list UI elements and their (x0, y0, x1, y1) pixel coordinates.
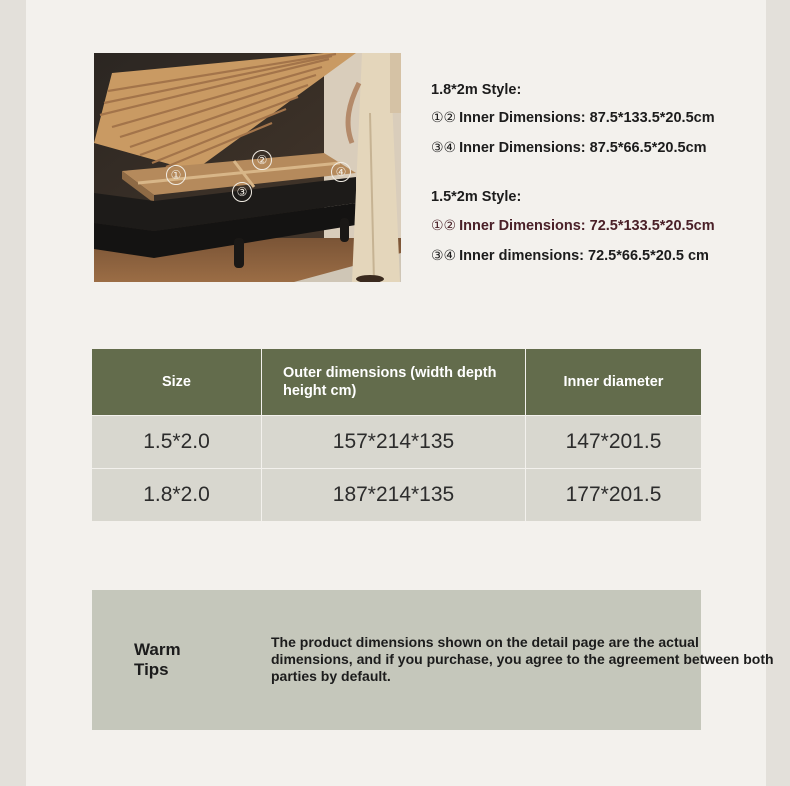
style-18-line-1 (431, 110, 715, 126)
marker-2: ② (252, 150, 272, 170)
marker-4: ④ (331, 162, 351, 182)
spec-text: Inner Dimensions: 87.5*66.5*20.5cm (459, 140, 707, 156)
compartment-markers: ③④ (431, 140, 457, 156)
table-header-row (92, 349, 701, 416)
style-15-line-2 (431, 248, 709, 264)
spec-text: Inner Dimensions: 72.5*133.5*20.5cm (459, 218, 715, 234)
cell-inner: 177*201.5 (526, 469, 702, 522)
bed-illustration (94, 53, 401, 282)
cell-size: 1.5*2.0 (92, 416, 262, 469)
header-inner-diameter: Inner diameter (526, 349, 702, 416)
style-18-heading: 1.8*2m Style: (431, 82, 522, 98)
marker-3: ③ (232, 182, 252, 202)
cell-outer: 187*214*135 (262, 469, 526, 522)
product-photo (94, 53, 401, 282)
cell-size: 1.8*2.0 (92, 469, 262, 522)
dimensions-table (92, 349, 701, 522)
header-outer-dimensions: Outer dimensions (width depth height cm) (262, 349, 526, 416)
left-margin (0, 0, 26, 786)
cell-outer: 157*214*135 (262, 416, 526, 469)
warm-tips-box (92, 590, 774, 730)
marker-1: ① (166, 165, 186, 185)
style-15-heading: 1.5*2m Style: (431, 189, 522, 205)
warm-tips-text: The product dimensions shown on the detail page are the actual dimensions, and if you purchase, you agree to the agreement between both parties by default. (271, 634, 774, 684)
style-18-line-2 (431, 140, 707, 156)
cell-inner: 147*201.5 (526, 416, 702, 469)
spec-text: Inner Dimensions: 87.5*133.5*20.5cm (459, 110, 715, 126)
compartment-markers: ③④ (431, 248, 457, 264)
style-15-line-1 (431, 218, 715, 234)
compartment-markers: ①② (431, 218, 457, 234)
table-row (92, 416, 701, 469)
table-row (92, 469, 701, 522)
header-size: Size (92, 349, 262, 416)
spec-text: Inner dimensions: 72.5*66.5*20.5 cm (459, 248, 709, 264)
warm-tips-title: Warm Tips (134, 640, 181, 679)
compartment-markers: ①② (431, 110, 457, 126)
